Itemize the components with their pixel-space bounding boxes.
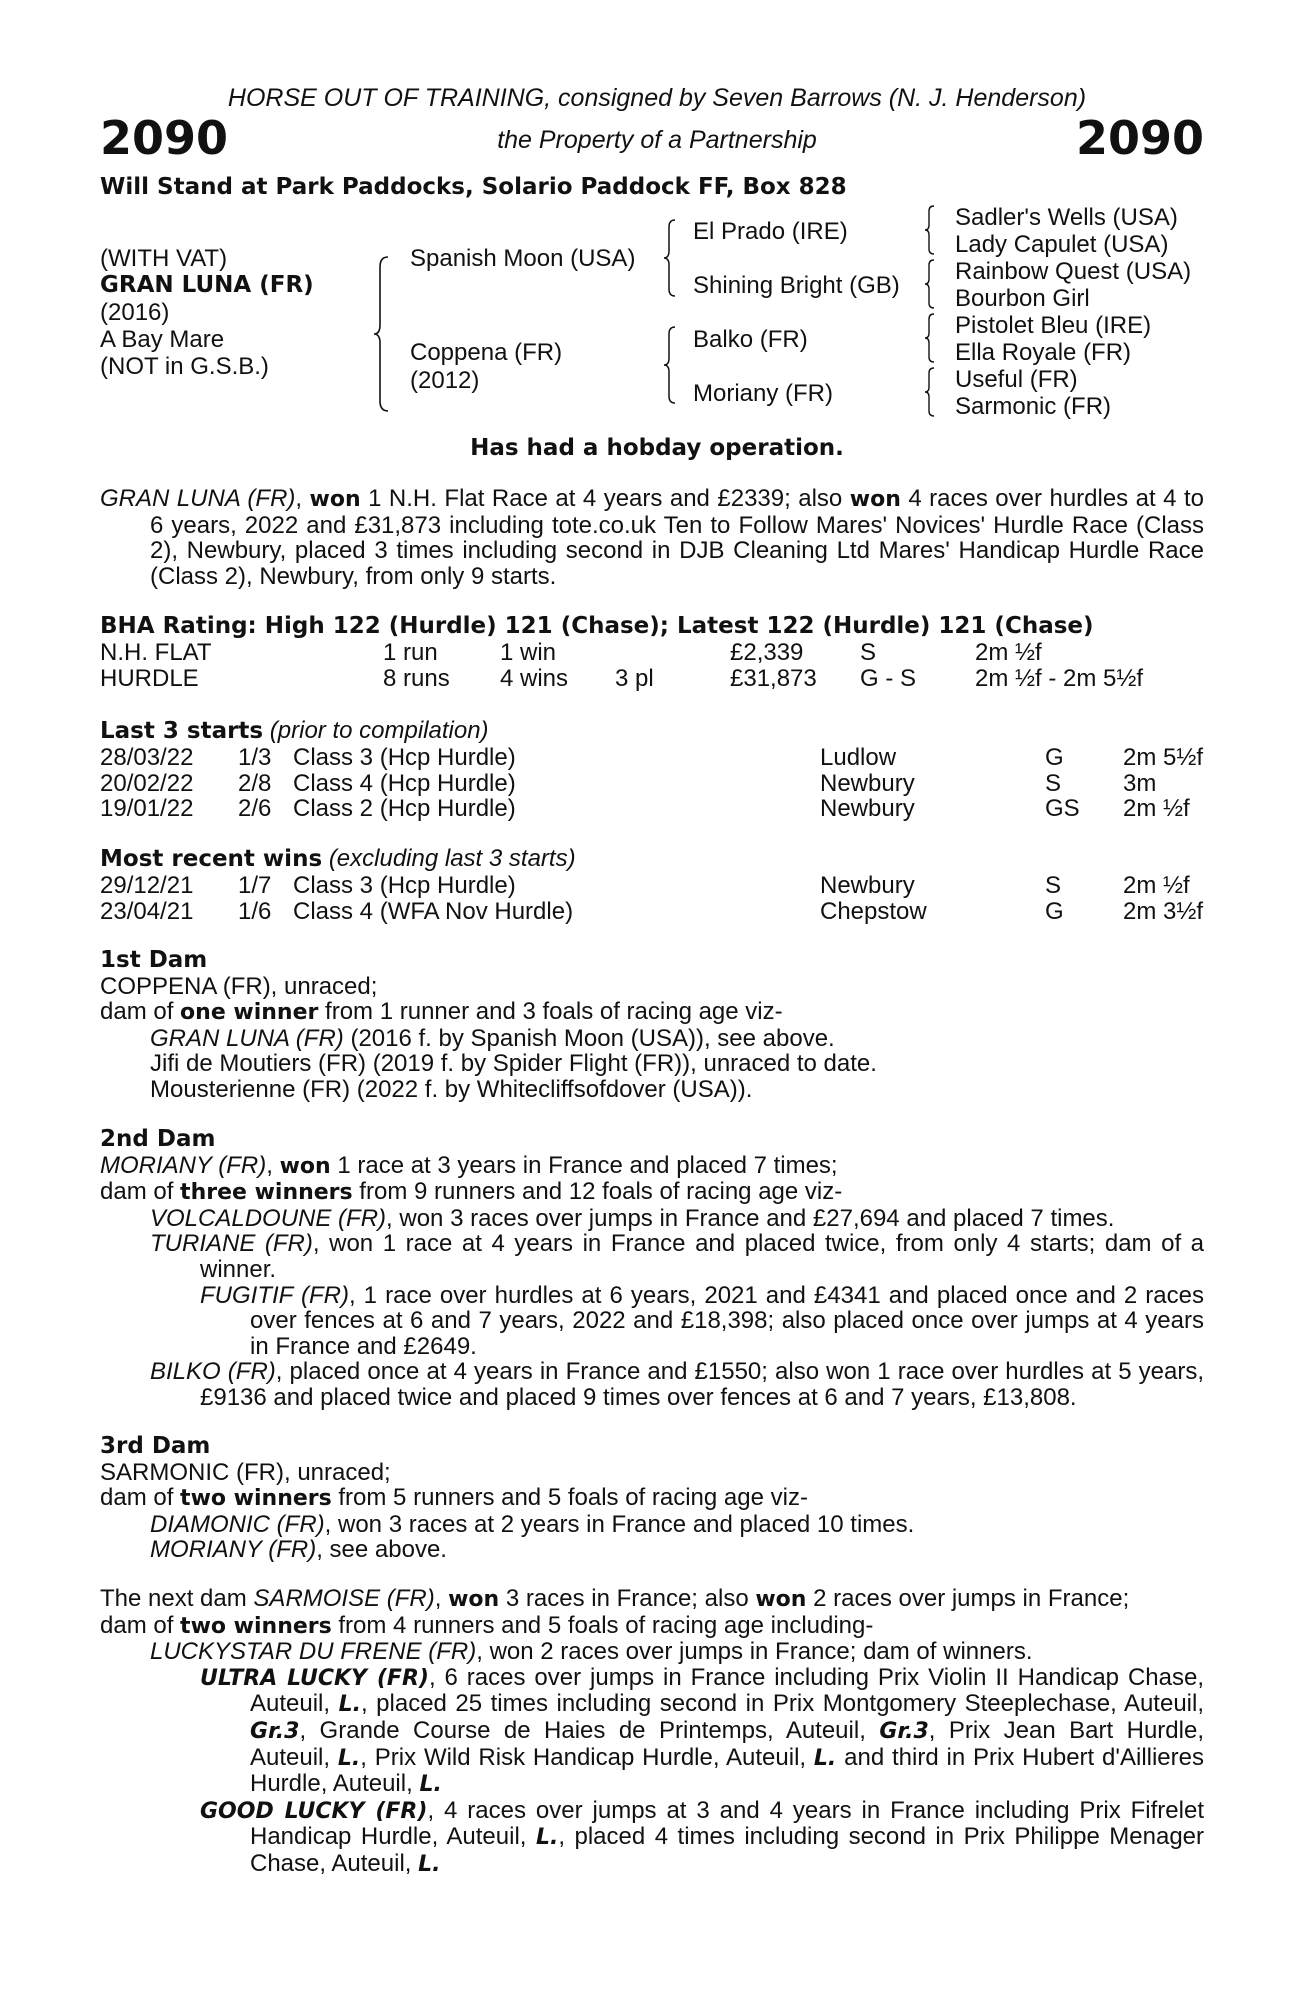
prize-money-cell: £31,873 bbox=[730, 664, 817, 692]
second-dam-grand-offspring bbox=[100, 1283, 1204, 1360]
horse-name: GRAN LUNA (FR) bbox=[100, 272, 314, 298]
pedigree-brace-g3 bbox=[923, 312, 937, 364]
offspring-text: , 1 race over hurdles at 6 years, 2021 and £4341 and placed once and 2 races over fences at 6 and 7 years, 2022 and £18,398; also placed once over jumps at 4 years in France and £2649. bbox=[250, 1281, 1204, 1360]
horse-year: (2016) bbox=[100, 299, 170, 326]
consignor-line: HORSE OUT OF TRAINING, consigned by Seven Barrows (N. J. Henderson) bbox=[227, 84, 1087, 112]
next-dam-record bbox=[100, 1613, 1204, 1640]
pedigree-dam: Coppena (FR) bbox=[410, 339, 563, 366]
offspring-name: FUGITIF (FR) bbox=[200, 1281, 349, 1309]
first-dam-winners: one winner bbox=[180, 1000, 319, 1026]
offspring-name: LUCKYSTAR DU FRENE (FR) bbox=[150, 1638, 477, 1666]
second-dam-record bbox=[100, 1179, 1204, 1206]
good-lucky-entry bbox=[100, 1798, 1204, 1878]
third-dam-offspring-1 bbox=[100, 1512, 1204, 1538]
runs-cell: 8 runs bbox=[383, 664, 450, 692]
offspring-name: BILKO (FR) bbox=[150, 1358, 276, 1386]
offspring-name: GRAN LUNA (FR) bbox=[150, 1024, 344, 1052]
recent-wins-heading bbox=[100, 846, 576, 872]
next-dam-text-b: , bbox=[434, 1585, 449, 1612]
going-cell: G bbox=[1045, 744, 1064, 771]
first-dam-record-a: dam of bbox=[100, 998, 181, 1026]
recent-wins-table bbox=[100, 873, 1273, 924]
date-cell: 28/03/22 bbox=[100, 744, 194, 771]
summary-text-1: , bbox=[295, 485, 310, 512]
next-dam-name: SARMOISE (FR) bbox=[253, 1585, 435, 1612]
listed-badge: L. bbox=[337, 1745, 361, 1771]
last3-note: (prior to compilation) bbox=[269, 717, 489, 744]
position-cell: 1/3 bbox=[238, 744, 272, 771]
pedigree-brace-g4 bbox=[923, 366, 937, 418]
second-dam-record-a: dam of bbox=[100, 1178, 181, 1206]
offspring-text: (2016 f. by Spanish Moon (USA)), see above. bbox=[343, 1024, 835, 1052]
going-cell: S bbox=[1045, 872, 1062, 899]
distance-cell: 2m 5½f bbox=[1123, 744, 1204, 771]
pedigree-sire-dam: Shining Bright (GB) bbox=[693, 272, 900, 299]
listed-badge: L. bbox=[535, 1825, 559, 1851]
stable-location: Will Stand at Park Paddocks, Solario Paddock FF, Box 828 bbox=[100, 174, 847, 200]
ultra-lucky-text-4: , Prix Jean Bart Hurdle, Auteuil, bbox=[250, 1716, 1204, 1771]
going-cell: G - S bbox=[860, 664, 917, 692]
going-cell: GS bbox=[1045, 795, 1080, 823]
hobday-note: Has had a hobday operation. bbox=[470, 435, 844, 461]
distance-cell: 2m ½f - 2m 5½f bbox=[975, 664, 1144, 692]
race-type: HURDLE bbox=[100, 664, 199, 692]
position-cell: 2/8 bbox=[238, 769, 272, 797]
horse-vat: (WITH VAT) bbox=[100, 245, 228, 272]
second-dam-won: won bbox=[279, 1153, 331, 1179]
offspring-name: MORIANY (FR) bbox=[150, 1536, 317, 1564]
offspring-text: , won 3 races over jumps in France and £27,694 and placed 7 times. bbox=[386, 1204, 1115, 1232]
third-dam-record bbox=[100, 1485, 1204, 1512]
second-dam-offspring-3 bbox=[100, 1359, 1204, 1410]
next-dam-won-2: won bbox=[755, 1587, 807, 1612]
good-lucky-text-2: , placed 4 times including second in Prix Philippe Menager Chase, Auteuil, bbox=[250, 1823, 1205, 1877]
third-dam-section bbox=[100, 1434, 1204, 1563]
race-class-cell: Class 3 (Hcp Hurdle) bbox=[293, 744, 516, 771]
first-dam-heading: 1st Dam bbox=[100, 947, 208, 973]
property-line: the Property of a Partnership bbox=[497, 126, 817, 154]
date-cell: 20/02/22 bbox=[100, 769, 194, 797]
recent-wins-title: Most recent wins bbox=[100, 846, 323, 872]
pedigree-dam-sire: Balko (FR) bbox=[693, 326, 808, 353]
pedigree-dam-dam: Moriany (FR) bbox=[693, 380, 834, 407]
third-dam-record-c: from 5 runners and 5 foals of racing age viz- bbox=[331, 1484, 808, 1512]
going-cell: S bbox=[860, 639, 877, 666]
course-cell: Ludlow bbox=[820, 744, 897, 771]
first-dam-record-c: from 1 runner and 3 foals of racing age viz- bbox=[318, 998, 783, 1026]
ultra-lucky-name: ULTRA LUCKY (FR) bbox=[200, 1665, 429, 1691]
going-cell: G bbox=[1045, 897, 1064, 925]
recent-win-row bbox=[100, 899, 1273, 925]
going-cell: S bbox=[1045, 769, 1062, 797]
last3-title: Last 3 starts bbox=[100, 718, 264, 744]
good-lucky-name: GOOD LUCKY (FR) bbox=[200, 1798, 428, 1824]
course-cell: Newbury bbox=[820, 769, 915, 797]
second-dam-winners: three winners bbox=[180, 1180, 353, 1206]
position-cell: 2/6 bbox=[238, 795, 272, 823]
offspring-text: , placed once at 4 years in France and £1550; also won 1 race over hurdles at 5 years, £9136 and placed twice and placed 9 times over fences at 6 and 7 years, £13,808. bbox=[200, 1358, 1205, 1411]
last3-heading bbox=[100, 718, 489, 744]
second-dam-line bbox=[100, 1153, 1204, 1180]
date-cell: 29/12/21 bbox=[100, 872, 194, 899]
course-cell: Newbury bbox=[820, 872, 915, 899]
distance-cell: 3m bbox=[1123, 769, 1157, 797]
next-dam-record-c: from 4 runners and 5 foals of racing age including- bbox=[331, 1611, 874, 1639]
ultra-lucky-text-2: , placed 25 times including second in Prix Montgomery Steeplechase, Auteuil, bbox=[360, 1690, 1204, 1718]
pedigree-sire-sire: El Prado (IRE) bbox=[693, 218, 848, 245]
next-dam-text-d: 2 races over jumps in France; bbox=[806, 1585, 1130, 1612]
race-class-cell: Class 3 (Hcp Hurdle) bbox=[293, 872, 516, 899]
third-dam-winners: two winners bbox=[180, 1486, 332, 1512]
next-dam-offspring-1 bbox=[100, 1639, 1204, 1665]
group-badge: Gr.3 bbox=[879, 1718, 929, 1744]
first-dam-offspring-1 bbox=[100, 1026, 1204, 1052]
ultra-lucky-entry bbox=[100, 1665, 1204, 1798]
summary-horse-name: GRAN LUNA (FR) bbox=[100, 485, 296, 512]
course-cell: Chepstow bbox=[820, 897, 927, 925]
pedigree-gen3-2: Lady Capulet (USA) bbox=[955, 231, 1169, 258]
placed-cell bbox=[615, 640, 730, 666]
distance-cell: 2m ½f bbox=[1123, 795, 1190, 823]
pedigree-brace-main bbox=[372, 255, 392, 413]
second-dam-text-b: 1 race at 3 years in France and placed 7 times; bbox=[330, 1151, 838, 1179]
second-dam-name: MORIANY (FR) bbox=[100, 1151, 267, 1179]
group-badge: Gr.3 bbox=[250, 1718, 300, 1744]
next-dam-winners: two winners bbox=[180, 1613, 332, 1639]
last3-table bbox=[100, 745, 1273, 822]
first-dam-line: COPPENA (FR), unraced; bbox=[100, 972, 378, 1000]
distance-cell: 2m 3½f bbox=[1123, 897, 1204, 925]
pedigree-gen3-4: Bourbon Girl bbox=[955, 285, 1090, 312]
ultra-lucky-text-1: , 6 races over jumps in France including Prix Violin II Handicap Chase, Auteuil, bbox=[250, 1663, 1204, 1718]
bha-stats-table bbox=[100, 640, 1175, 691]
lot-number-left: 2090 bbox=[100, 111, 229, 165]
second-dam-heading: 2nd Dam bbox=[100, 1126, 216, 1152]
pedigree-brace-sire bbox=[662, 218, 678, 298]
last3-row bbox=[100, 745, 1273, 771]
pedigree-gen3-3: Rainbow Quest (USA) bbox=[955, 258, 1192, 285]
next-dam-record-a: dam of bbox=[100, 1611, 181, 1639]
next-dam-section bbox=[100, 1586, 1204, 1878]
pedigree-sire: Spanish Moon (USA) bbox=[410, 245, 636, 272]
offspring-name: DIAMONIC (FR) bbox=[150, 1510, 325, 1538]
second-dam-section bbox=[100, 1127, 1204, 1411]
pedigree-gen3-1: Sadler's Wells (USA) bbox=[955, 204, 1178, 231]
next-dam-line bbox=[100, 1586, 1204, 1613]
listed-badge: L. bbox=[338, 1692, 361, 1718]
distance-cell: 2m ½f bbox=[1123, 872, 1190, 899]
race-type: N.H. FLAT bbox=[100, 639, 212, 666]
third-dam-line: SARMONIC (FR), unraced; bbox=[100, 1458, 391, 1486]
offspring-text: , won 3 races at 2 years in France and placed 10 times. bbox=[324, 1510, 915, 1538]
bha-stats-row bbox=[100, 640, 1175, 666]
position-cell: 1/6 bbox=[238, 897, 272, 925]
listed-badge: L. bbox=[419, 1772, 442, 1798]
summary-won: won bbox=[309, 487, 361, 512]
good-lucky-text-1: , 4 races over jumps at 3 and 4 years in France including Prix Fifrelet Handicap Hurdle, Auteuil, bbox=[250, 1796, 1204, 1851]
pedigree-dam-year: (2012) bbox=[410, 367, 480, 394]
pedigree-brace-g1 bbox=[923, 204, 937, 256]
summary-text-2: 1 N.H. Flat Race at 4 years and £2339; also bbox=[360, 485, 850, 512]
horse-description: A Bay Mare bbox=[100, 326, 225, 353]
horse-gsb-status: (NOT in G.S.B.) bbox=[100, 353, 269, 380]
race-class-cell: Class 4 (Hcp Hurdle) bbox=[293, 769, 516, 797]
recent-wins-note: (excluding last 3 starts) bbox=[328, 845, 576, 872]
ultra-lucky-text-3: , Grande Course de Haies de Printemps, Auteuil, bbox=[299, 1716, 880, 1744]
offspring-text: , won 2 races over jumps in France; dam of winners. bbox=[476, 1638, 1033, 1666]
offspring-text: , won 1 race at 4 years in France and placed twice, from only 4 starts; dam of a winner. bbox=[200, 1230, 1205, 1283]
pedigree-gen3-6: Ella Royale (FR) bbox=[955, 339, 1132, 366]
next-dam-won: won bbox=[448, 1587, 500, 1612]
last3-row bbox=[100, 796, 1273, 822]
listed-badge: L. bbox=[418, 1851, 441, 1877]
summary-won-2: won bbox=[849, 487, 901, 512]
first-dam-record bbox=[100, 999, 1204, 1026]
second-dam-text-a: , bbox=[266, 1151, 280, 1179]
course-cell: Newbury bbox=[820, 795, 915, 823]
second-dam-offspring-2 bbox=[100, 1231, 1204, 1282]
summary-text-3: 4 races over hurdles at 4 to 6 years, 2022 and £31,873 including tote.co.uk Ten to Follow Mares' Novices' Hurdle Race (Class 2), Newbury, placed 3 times including second in DJB Cleaning Ltd Mares' Handicap Hurdle Race (Class 2), Newbury, from only 9 starts. bbox=[150, 485, 1204, 590]
wins-cell: 1 win bbox=[500, 639, 557, 666]
pedigree-gen3-5: Pistolet Bleu (IRE) bbox=[955, 312, 1152, 339]
position-cell: 1/7 bbox=[238, 872, 272, 899]
third-dam-heading: 3rd Dam bbox=[100, 1433, 211, 1459]
listed-badge: L. bbox=[813, 1745, 837, 1771]
second-dam-offspring-1 bbox=[100, 1206, 1204, 1232]
bha-rating-heading: BHA Rating: High 122 (Hurdle) 121 (Chase); Latest 122 (Hurdle) 121 (Chase) bbox=[100, 613, 1094, 639]
date-cell: 19/01/22 bbox=[100, 795, 194, 823]
ultra-lucky-text-5: , Prix Wild Risk Handicap Hurdle, Auteuil, bbox=[360, 1743, 814, 1771]
ultra-lucky-text-6: and third in Prix Hubert d'Aillieres Hurdle, Auteuil, bbox=[250, 1743, 1204, 1798]
recent-win-row bbox=[100, 873, 1273, 899]
next-dam-text-c: 3 races in France; also bbox=[499, 1585, 756, 1612]
pedigree-brace-dam bbox=[662, 325, 678, 405]
race-class-cell: Class 4 (WFA Nov Hurdle) bbox=[293, 897, 574, 925]
prize-money-cell: £2,339 bbox=[730, 639, 804, 666]
placed-cell: 3 pl bbox=[615, 664, 654, 692]
wins-cell: 4 wins bbox=[500, 664, 569, 692]
race-class-cell: Class 2 (Hcp Hurdle) bbox=[293, 795, 516, 823]
next-dam-text-a: The next dam bbox=[100, 1585, 254, 1612]
pedigree-brace-g2 bbox=[923, 258, 937, 310]
race-summary bbox=[100, 486, 1204, 589]
first-dam-section bbox=[100, 948, 1204, 1103]
lot-number-right: 2090 bbox=[1075, 111, 1204, 165]
third-dam-offspring-2 bbox=[100, 1537, 1204, 1563]
second-dam-record-c: from 9 runners and 12 foals of racing age viz- bbox=[352, 1178, 843, 1206]
offspring-name: VOLCALDOUNE (FR) bbox=[150, 1204, 387, 1232]
first-dam-offspring-2: Jifi de Moutiers (FR) (2019 f. by Spider Flight (FR)), unraced to date. bbox=[150, 1050, 877, 1078]
pedigree-gen3-8: Sarmonic (FR) bbox=[955, 393, 1112, 420]
distance-cell: 2m ½f bbox=[975, 639, 1042, 666]
bha-stats-row bbox=[100, 666, 1175, 692]
offspring-text: , see above. bbox=[316, 1536, 447, 1564]
pedigree-gen3-7: Useful (FR) bbox=[955, 366, 1078, 393]
offspring-name: TURIANE (FR) bbox=[150, 1230, 313, 1258]
first-dam-offspring-3: Mousterienne (FR) (2022 f. by Whitecliffsofdover (USA)). bbox=[150, 1075, 753, 1103]
date-cell: 23/04/21 bbox=[100, 897, 194, 925]
last3-row bbox=[100, 771, 1273, 797]
runs-cell: 1 run bbox=[383, 639, 438, 666]
third-dam-record-a: dam of bbox=[100, 1484, 181, 1512]
